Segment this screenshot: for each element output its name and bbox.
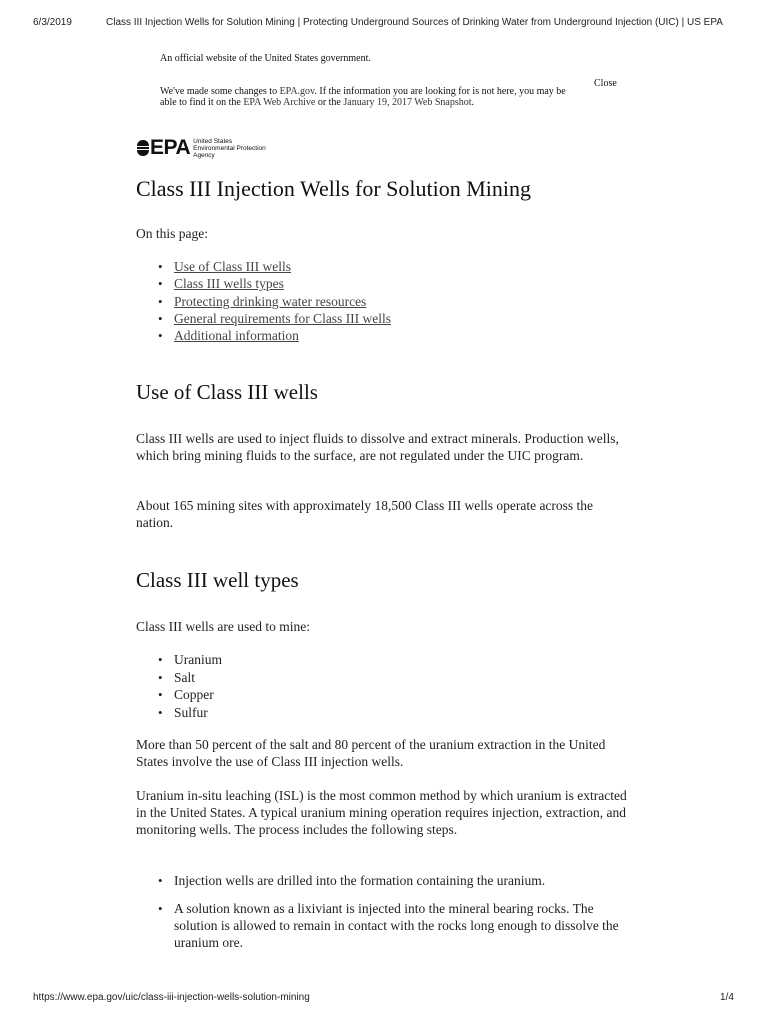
print-page-title: Class III Injection Wells for Solution Mining | Protecting Underground Sources of Drinking Water from Underground Injection (UIC) | US EPA: [106, 17, 723, 28]
types-paragraph-2: Uranium in-situ leaching (ISL) is the most common method by which uranium is extracted in the United States. A typical uranium mining operation requires injection, extraction, and monitoring wells. The process includes the following steps.: [136, 788, 627, 837]
use-paragraph-1: Class III wells are used to inject fluids to dissolve and extract minerals. Production wells, which bring mining fluids to the surface, are not regulated under the UIC program.: [136, 431, 619, 463]
agency-line-3: Agency: [193, 151, 215, 159]
epa-logo[interactable]: [136, 136, 266, 160]
epa-wordmark: EPA: [150, 136, 191, 159]
notice-text-or: or the: [315, 97, 344, 108]
section-heading-use: Use of Class III wells: [136, 380, 318, 404]
print-date: 6/3/2019: [33, 17, 72, 28]
site-change-notice: [160, 86, 570, 108]
toc-item: [136, 310, 631, 327]
agency-line-1: United States: [193, 137, 233, 145]
epa-flower-icon: [136, 138, 150, 158]
list-item: • Sulfur: [136, 704, 631, 722]
toc-item: [136, 275, 631, 292]
toc-link-protecting[interactable]: Protecting drinking water resources: [174, 293, 367, 309]
web-snapshot-link[interactable]: January 19, 2017 Web Snapshot: [343, 97, 472, 108]
toc-item: [136, 293, 631, 310]
list-item: • A solution known as a lixiviant is injected into the mineral bearing rocks. The solution is allowed to remain in contact with the rocks long enough to dissolve the uranium ore.: [136, 900, 631, 951]
close-banner-button[interactable]: Close: [594, 78, 617, 89]
toc-item: [136, 327, 631, 344]
print-footer: [0, 992, 768, 1006]
agency-line-2: Environmental Protection: [193, 144, 266, 152]
epa-web-archive-link[interactable]: EPA Web Archive: [243, 97, 316, 108]
table-of-contents: [136, 258, 631, 344]
list-item: • Injection wells are drilled into the formation containing the uranium.: [136, 872, 631, 889]
notice-text-end: .: [471, 97, 475, 108]
epa-gov-link[interactable]: EPA.gov: [279, 86, 315, 97]
page-title: Class III Injection Wells for Solution Mining: [136, 176, 532, 201]
list-item: • Copper: [136, 686, 631, 704]
toc-link-types[interactable]: Class III wells types: [174, 276, 284, 292]
on-this-page-label: On this page:: [136, 226, 208, 241]
list-item: • Salt: [136, 669, 631, 687]
notice-text-before: We've made some changes to: [160, 86, 280, 97]
section-heading-types: Class III well types: [136, 568, 299, 592]
toc-link-use[interactable]: Use of Class III wells: [174, 259, 291, 274]
types-intro: Class III wells are used to mine:: [136, 619, 310, 634]
print-url: https://www.epa.gov/uic/class-iii-injection-wells-solution-mining: [33, 992, 310, 1003]
toc-link-requirements[interactable]: General requirements for Class III wells: [174, 310, 392, 326]
process-steps-list: [136, 872, 631, 962]
use-paragraph-2: About 165 mining sites with approximately 18,500 Class III wells operate across the nation.: [136, 498, 594, 530]
epa-agency-name: [193, 138, 266, 159]
epa-logo-mark: [136, 136, 190, 160]
minerals-list: [136, 651, 631, 721]
notice-text-middle: . If the information you are looking for is not here, you may be able to find it on the: [160, 86, 566, 108]
toc-link-additional[interactable]: Additional information: [174, 328, 299, 344]
official-government-notice: An official website of the United States government.: [160, 53, 371, 64]
print-header: [0, 17, 768, 31]
print-page-number: 1/4: [720, 992, 734, 1003]
list-item: • Uranium: [136, 651, 631, 669]
toc-item: [136, 258, 631, 275]
types-paragraph-1: More than 50 percent of the salt and 80 percent of the uranium extraction in the United States involve the use of Class III injection wells.: [136, 737, 606, 769]
